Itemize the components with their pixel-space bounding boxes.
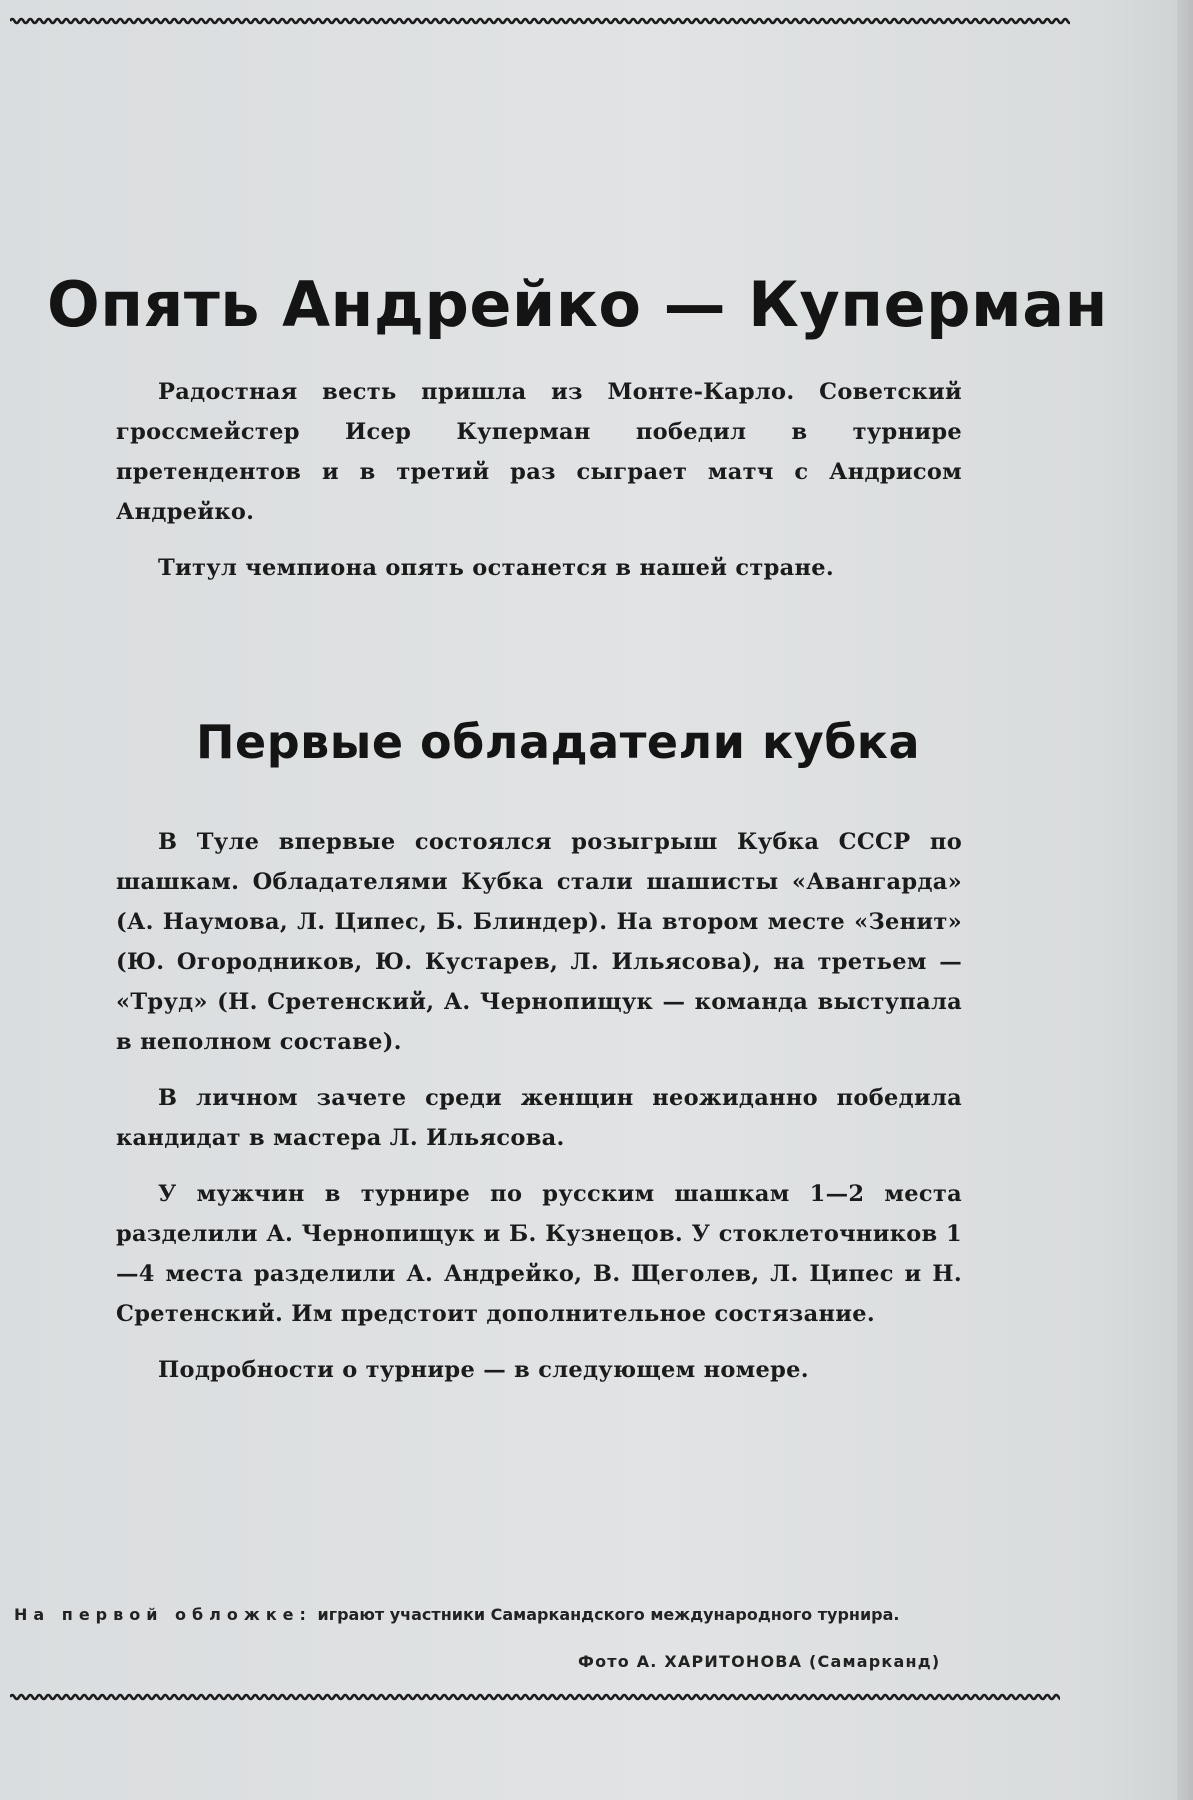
page-spine	[1177, 0, 1193, 1800]
article-paragraph: В личном зачете среди женщин неожиданно победила кандидат в мастера Л. Ильясова.	[116, 1085, 962, 1151]
article-paragraph: В Туле впервые состоялся розыгрыш Кубка СССР по шашкам. Обладателями Кубка стали шашисты «Авангарда» (А. Наумова, Л. Ципес, Б. Блиндер). На втором месте «Зенит» (Ю. Огородников, Ю. Кустарев, Л. Ильясова), на третьем — «Труд» (Н. Сретенский, А. Чернопищук — команда выступала в неполном составе).	[116, 829, 962, 1055]
article-body	[116, 372, 962, 604]
article-title: Опять Андрейко — Куперман	[47, 268, 1108, 341]
bottom-wave-border	[10, 1686, 1060, 1708]
caption-lead: На первой обложке:	[14, 1605, 312, 1624]
photo-credit: Фото А. ХАРИТОНОВА (Самарканд)	[578, 1652, 941, 1671]
article-paragraph: У мужчин в турнире по русским шашкам 1—2 места разделили А. Чернопищук и Б. Кузнецов. У стоклеточников 1—4 места разделили А. Андрейко, В. Щеголев, Л. Ципес и Н. Сретенский. Им предстоит дополнительное состязание.	[116, 1181, 962, 1327]
article-paragraph: Подробности о турнире — в следующем номере.	[158, 1357, 809, 1383]
top-wave-border	[10, 10, 1070, 32]
article-title-2: Первые обладатели кубка	[196, 715, 921, 769]
article-body-2	[116, 822, 962, 1406]
cover-caption	[14, 1605, 1014, 1625]
article-paragraph: Титул чемпиона опять останется в нашей стране.	[158, 555, 835, 581]
article-paragraph: Радостная весть пришла из Монте-Карло. Советский гроссмейстер Исер Куперман победил в турнире претендентов и в третий раз сыграет матч с Андрисом Андрейко.	[116, 379, 962, 525]
caption-text: играют участники Самаркандского международного турнира.	[317, 1605, 900, 1624]
